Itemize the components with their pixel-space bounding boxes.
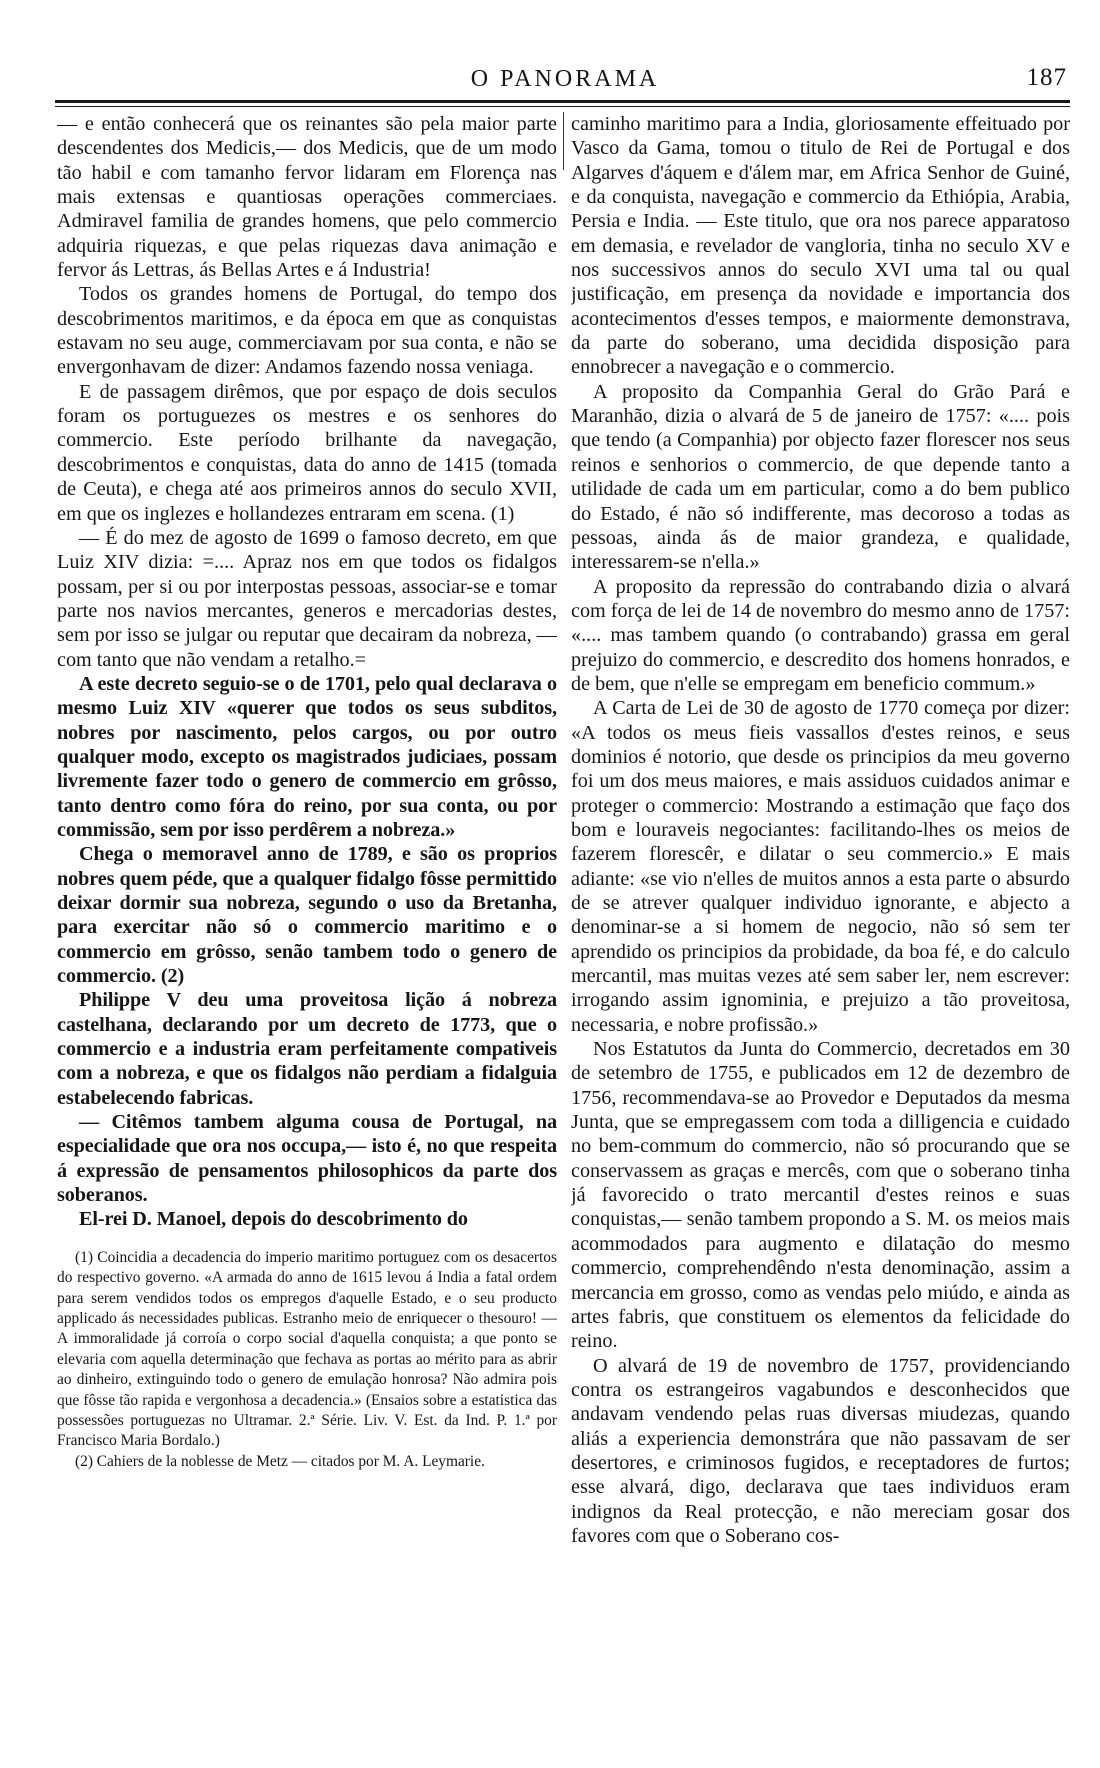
header-rule-thin	[55, 106, 1070, 107]
left-paragraph: — É do mez de agosto de 1699 o famoso decreto, em que Luiz XIV dizia: =.... Apraz nos em que todos os fidalgos possam, per si ou por interpostas pessoas, associar-se e tomar parte nos navios mercantes, generos e mercadorias destes, sem por isso se julgar ou reputar que decairam da nobreza, — com tanto que não vendam a retalho.=	[57, 526, 557, 671]
left-paragraph: — Citêmos tambem alguma cousa de Portugal, na especialidade que ora nos occupa,— isto é, no que respeita á expressão de pensamentos philosophicos da parte dos soberanos.	[57, 1111, 557, 1207]
page-number: 187	[1026, 64, 1067, 91]
left-paragraph: E de passagem dirêmos, que por espaço de dois seculos foram os portuguezes os mestres e os senhores do commercio. Este período brilhante da navegação, descobrimentos e conquistas, data do anno de 1415 (tomada de Ceuta), e chega até aos primeiros annos do seculo XVII, em que os inglezes e hollandezes entraram em scena. (1)	[57, 380, 557, 525]
running-title: O PANORAMA	[470, 66, 660, 92]
footnote: (1) Coincidia a decadencia do imperio maritimo portuguez com os desacertos do respectivo governo. «A armada do anno de 1615 levou á India a fatal ordem para serem vendidos todos os empregos d'aquelle Estado, e o seu producto applicado ás necessidades publicas. Estranho meio de enriquecer o thesouro! — A immoralidade já corroía o corpo social d'aquella conquista; a que ponto se elevaria com aquella determinação que fechava as portas ao mérito para as abrir ao dinheiro, extinguindo todo o genero de emulação honrosa? Não admira pois que fôsse tão rapida e vergonhosa a decadencia.» (Ensaios sobre a estatistica das possessões portuguezas no Ultramar. 2.ª Série. Liv. V. Est. da Ind. P. 1.ª por Francisco Maria Bordalo.)	[57, 1248, 557, 1450]
running-head	[55, 62, 1075, 102]
right-paragraph: A proposito da Companhia Geral do Grão Pará e Maranhão, dizia o alvará de 5 de janeiro de 1757: «.... pois que tendo (a Companhia) por objecto fazer florescer nos seus reinos e senhorios o commercio, de que depende tanto a utilidade de cada um em particular, como a do bem publico do Estado, é não só indifferente, mas decoroso a todas as pessoas, ainda ás de maior grandeza, e qualidade, interessarem-se n'ella.»	[571, 380, 1070, 574]
column-separator	[563, 112, 564, 170]
left-paragraph: El-rei D. Manoel, depois do descobrimento do	[79, 1208, 468, 1231]
footnote: (2) Cahiers de la noblesse de Metz — citados por M. A. Leymarie.	[75, 1452, 485, 1470]
right-paragraph: O alvará de 19 de novembro de 1757, providenciando contra os estrangeiros vagabundos e desconhecidos que andavam vendendo pelas ruas diversas miudezas, quando aliás a experiencia demonstrára que não passavam de ser desertores, e criminosos fugidos, e receptadores de furtos; esse alvará, digo, declarava que taes individuos eram indignos da Real protecção, e não mereciam gosar dos favores com que o Soberano cos-	[571, 1354, 1070, 1547]
footnotes	[57, 1248, 557, 1472]
right-paragraph: A Carta de Lei de 30 de agosto de 1770 começa por dizer: «A todos os meus fieis vassallos d'estes reinos, e seus dominios é notorio, que desde os principios da meu governo foi um dos meus maiores, e mais assiduos cuidados animar e proteger o commercio: Mostrando a estimação que faço dos bom e louraveis negociantes: facilitando-lhes os meios de fazerem florescêr, e dilatar o seu commercio.» E mais adiante: «se vio n'elles de muitos annos a esta parte o absurdo de se atrever qualquer individuo ignorante, e abjecto a denominar-se a si homem de negocio, não só sem ter aprendido os principios da probidade, da boa fé, e do calculo mercantil, mas muitas vezes até sem saber ler, nem escrever: irrogando assim ignominia, e prejuizo a tão proveitosa, necessaria, e nobre profissão.»	[571, 697, 1070, 1036]
left-paragraph: A este decreto seguio-se o de 1701, pelo qual declarava o mesmo Luiz XIV «querer que todos os seus subditos, nobres por nascimento, pelos cargos, ou por outro qualquer modo, excepto os magistrados judiciaes, possam livremente fazer todo o genero de commercio em grôsso, tanto dentro como fóra do reino, por sua conta, ou por commissão, sem por isso perdêrem a nobreza.»	[57, 672, 557, 841]
left-paragraph: Todos os grandes homens de Portugal, do tempo dos descobrimentos maritimos, e da época em que as conquistas estavam no seu auge, commerciavam por sua conta, e não se envergonhavam de dizer: Andamos fazendo nossa veniaga.	[57, 283, 557, 379]
right-paragraph: A proposito da repressão do contrabando dizia o alvará com força de lei de 14 de novembro do mesmo anno de 1757: «.... mas tambem quando (o contrabando) grassa em geral prejuizo do commercio, e descredito dos homens honrados, e de bem, que n'elle se empregam em beneficio commum.»	[571, 575, 1070, 695]
left-column	[57, 112, 557, 1672]
right-paragraph: Nos Estatutos da Junta do Commercio, decretados em 30 de setembro de 1755, e publicados em 12 de dezembro de 1756, recommendava-se ao Provedor e Deputados da mesma Junta, que se empregassem com toda a dilligencia e cuidado no bem-commum do commercio, não só procurando que se conservassem as graças e mercês, com que o soberano tinha já favorecido o trato mercantil d'estes reinos e suas conquistas,— senão tambem propondo a S. M. os meios mais acommodados para augmento e dilatação do mesmo commercio, comprehendêndo n'esta denominação, assim a mercancia em grosso, como as vendas pelo miúdo, e ainda as artes fabris, que constituem os elementos da felicidade do reino.	[571, 1038, 1070, 1353]
right-paragraph: caminho maritimo para a India, gloriosamente effeituado por Vasco da Gama, tomou o titulo de Rei de Portugal e dos Algarves d'áquem e d'álem mar, em Africa Senhor de Guiné, e da conquista, navegação e commercio da Ethiópia, Arabia, Persia e India. — Este titulo, que ora nos parece apparatoso em demasia, e revelador de vangloria, tinha no seculo XV e nos successivos annos do seculo XVI uma tal ou qual justificação, em presença da novidade e importancia dos acontecimentos d'esses tempos, e maiormente demonstrava, da parte do soberano, uma decidida disposição para ennobrecer a navegação e o commercio.	[571, 113, 1070, 379]
left-paragraph: Philippe V deu uma proveitosa lição á nobreza castelhana, declarando por um decreto de 1773, que o commercio e a industria eram perfeitamente compativeis com a nobreza, e que os fidalgos não perdiam a fidalguia estabelecendo fabricas.	[57, 989, 557, 1109]
header-rule-thick	[55, 100, 1070, 103]
left-column-body	[57, 112, 557, 1232]
right-column	[571, 112, 1070, 1712]
left-paragraph: — e então conhecerá que os reinantes são pela maior parte descendentes dos Medicis,— dos Medicis, que de um modo tão habil e com tamanho fervor lidaram em Florença nas mais extensas e quantiosas operações commerciaes. Admiravel familia de grandes homens, que pelo commercio adquiria riquezas, e que pelas riquezas dava animação e fervor ás Lettras, ás Bellas Artes e á Industria!	[57, 113, 557, 282]
left-paragraph: Chega o memoravel anno de 1789, e são os proprios nobres quem péde, que a qualquer fidalgo fôsse permittido deixar dormir sua nobreza, segundo o uso da Bretanha, para exercitar não só o commercio maritimo e o commercio em grôsso, senão tambem todo o genero de commercio. (2)	[57, 843, 557, 988]
